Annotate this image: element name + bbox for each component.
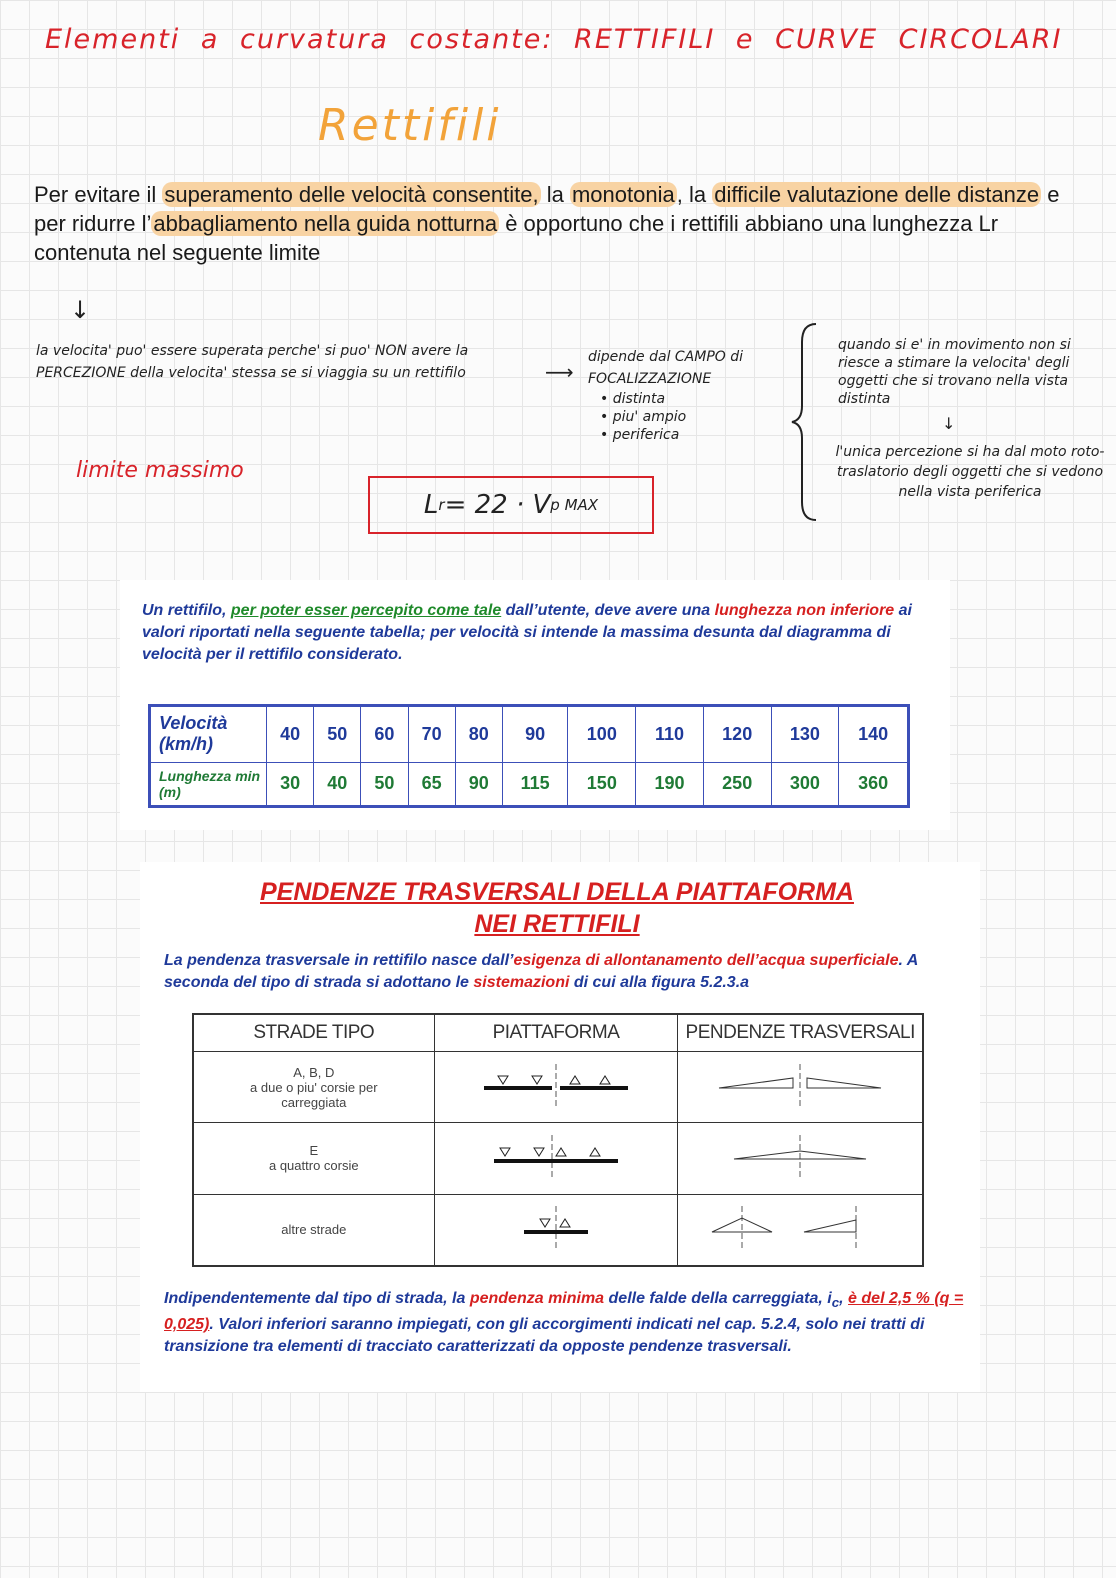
road-type-line: a quattro corsie: [268, 1158, 359, 1174]
table-cell: 40: [314, 762, 361, 806]
intro-text: Per evitare il: [34, 182, 163, 207]
table-row: [193, 1123, 923, 1194]
platform-diagram-icon: [486, 1135, 626, 1179]
table-cell: 80: [455, 706, 502, 763]
intro-text: e per ridurre l’: [34, 182, 1060, 236]
text-span-green: per poter esser percepito come tale: [230, 602, 502, 619]
table-cell: [434, 1052, 678, 1123]
table-cell: 300: [771, 762, 839, 806]
table-header-cell: Lunghezza min (m): [150, 762, 267, 806]
pendenze-title-line: PENDENZE TRASVERSALI DELLA PIATTAFORMA: [260, 878, 854, 906]
list-item: • piu' ampio: [600, 409, 687, 425]
table-cell: 115: [502, 762, 568, 806]
table-cell: 100: [568, 706, 636, 763]
table-cell: 70: [408, 706, 455, 763]
strade-tipo-table: [192, 1013, 924, 1267]
speed-length-table: [148, 704, 910, 808]
road-type-line: altre strade: [281, 1222, 347, 1238]
table-cell: 90: [502, 706, 568, 763]
arrow-down-icon: ↓: [70, 296, 91, 324]
note-right-1: quando si e' in movimento non si riesce a stimare la velocita' degli oggetti che si trovano nella vista distinta: [838, 337, 1071, 407]
table-cell: 140: [839, 706, 909, 763]
slope-diagram-icon: [715, 1064, 885, 1108]
text-span: delle falde della carreggiata, i: [604, 1290, 832, 1307]
page-title: Elementi a curvatura costante: RETTIFILI e CURVE CIRCOLARI: [45, 24, 1063, 55]
table-cell: 90: [455, 762, 502, 806]
table-header-cell: Velocità (km/h): [150, 706, 267, 763]
highlight: difficile valutazione delle distanze: [714, 182, 1040, 207]
note-right-2: l'unica percezione si ha dal moto roto-traslatorio degli oggetti che si vedono nella vista periferica: [835, 444, 1105, 500]
platform-diagram-icon: [476, 1064, 636, 1108]
table-cell: [434, 1123, 678, 1194]
text-span: . Valori inferiori saranno impiegati, con gli accorgimenti indicati nel cap. 5.2.4, solo nei tratti di transizione tra elementi di tracciato caratterizzati da opposte pendenze trasversali.: [164, 1316, 925, 1356]
intro-text: è opportuno che i rettifili abbiano una lunghezza Lr contenuta nel seguente limite: [34, 211, 999, 265]
text-span-red: sistemazioni: [473, 974, 570, 991]
text-span-red: esigenza di allontanamento dell’acqua superficiale: [513, 952, 899, 969]
note-middle: [588, 346, 783, 444]
pendenze-text: [164, 950, 954, 994]
table-cell: 150: [568, 762, 636, 806]
table-row: [193, 1052, 923, 1123]
text-span-red: è del 2,5 % (q = 0,025): [164, 1290, 964, 1334]
pendenze-title: [140, 876, 974, 940]
table-header-cell: PENDENZE TRASVERSALI: [678, 1014, 923, 1052]
table-cell: [678, 1052, 923, 1123]
formula-eq: = 22 · V: [444, 490, 551, 520]
note-middle-title: dipende dal CAMPO di FOCALIZZAZIONE: [588, 349, 744, 387]
table-cell: 130: [771, 706, 839, 763]
arrow-down-icon: ↓: [942, 414, 956, 433]
road-type-line: E: [309, 1143, 319, 1159]
highlight: monotonia: [571, 182, 675, 207]
table-cell: 30: [267, 762, 314, 806]
table-cell: 190: [636, 762, 704, 806]
table-cell: 50: [361, 762, 408, 806]
text-span-red: pendenza minima: [469, 1290, 605, 1307]
text-span: ,: [839, 1290, 849, 1307]
intro-paragraph: [34, 180, 1074, 267]
highlight: abbagliamento nella guida notturna: [153, 211, 498, 236]
table-cell: [193, 1194, 434, 1266]
limit-label: limite massimo: [76, 458, 244, 483]
table-header-cell: STRADE TIPO: [193, 1014, 434, 1052]
text-span: di cui alla figura 5.2.3.a: [569, 974, 750, 991]
table-cell: 360: [839, 762, 909, 806]
table-cell: [678, 1123, 923, 1194]
text-span: ai valori riportati nella seguente tabella; per velocità si intende la massima desunta dal diagramma di velocità per il rettifilo considerato.: [142, 602, 912, 663]
focus-list: [588, 390, 783, 444]
text-sub: c: [831, 1295, 840, 1311]
text-span: Un rettifilo,: [142, 602, 231, 619]
table-cell: 120: [703, 706, 771, 763]
formula-lhs: L: [423, 490, 439, 520]
slope-diagram-icon: [710, 1206, 890, 1250]
table-cell: [434, 1194, 678, 1266]
formula-lhs-sub: r: [438, 496, 445, 514]
pendenze-title-line: NEI RETTIFILI: [474, 910, 640, 938]
text-span: La pendenza trasversale in rettifilo nasce dall’: [164, 952, 514, 969]
table-row: [193, 1194, 923, 1266]
list-item: • periferica: [600, 427, 680, 443]
road-type-line: a due o piu' corsie per: [250, 1079, 378, 1095]
road-type-line: carreggiata: [281, 1094, 347, 1110]
table-row: [150, 706, 909, 763]
table-cell: [193, 1052, 434, 1123]
table-cell: 110: [636, 706, 704, 763]
list-item: • distinta: [600, 391, 666, 407]
table-header-cell: PIATTAFORMA: [434, 1014, 678, 1052]
text-span: . A seconda del tipo di strada si adottano le: [164, 952, 918, 991]
table-cell: 50: [314, 706, 361, 763]
table-cell: 65: [408, 762, 455, 806]
brace-icon: [790, 322, 820, 522]
section-heading: Rettifili: [318, 100, 502, 151]
text-span: Indipendentemente dal tipo di strada, la: [164, 1290, 470, 1307]
text-span: dall’utente, deve avere una: [501, 602, 715, 619]
table-cell: [193, 1123, 434, 1194]
table-cell: 250: [703, 762, 771, 806]
slope-diagram-icon: [730, 1135, 870, 1179]
highlight: superamento delle velocità consentite,: [164, 182, 539, 207]
formula-rhs-sub: p MAX: [550, 496, 599, 514]
table-cell: 60: [361, 706, 408, 763]
rettifilo-text: [142, 600, 932, 666]
note-left: la velocita' puo' essere superata perche' si puo' NON avere la PERCEZIONE della velocita' stessa se si viaggia su un rettifilo: [36, 343, 469, 381]
table-cell: 40: [267, 706, 314, 763]
road-type-line: A, B, D: [293, 1064, 335, 1080]
table-cell: [678, 1194, 923, 1266]
intro-text: , la: [676, 182, 713, 207]
table-row: [150, 762, 909, 806]
intro-text: la: [540, 182, 570, 207]
text-span-red: lunghezza non inferiore: [714, 602, 895, 619]
arrow-right-icon: ⟶: [545, 360, 574, 384]
formula-box: [368, 476, 654, 534]
platform-diagram-icon: [516, 1206, 596, 1250]
pendenze-footer: [164, 1288, 964, 1358]
table-header-row: [193, 1014, 923, 1052]
